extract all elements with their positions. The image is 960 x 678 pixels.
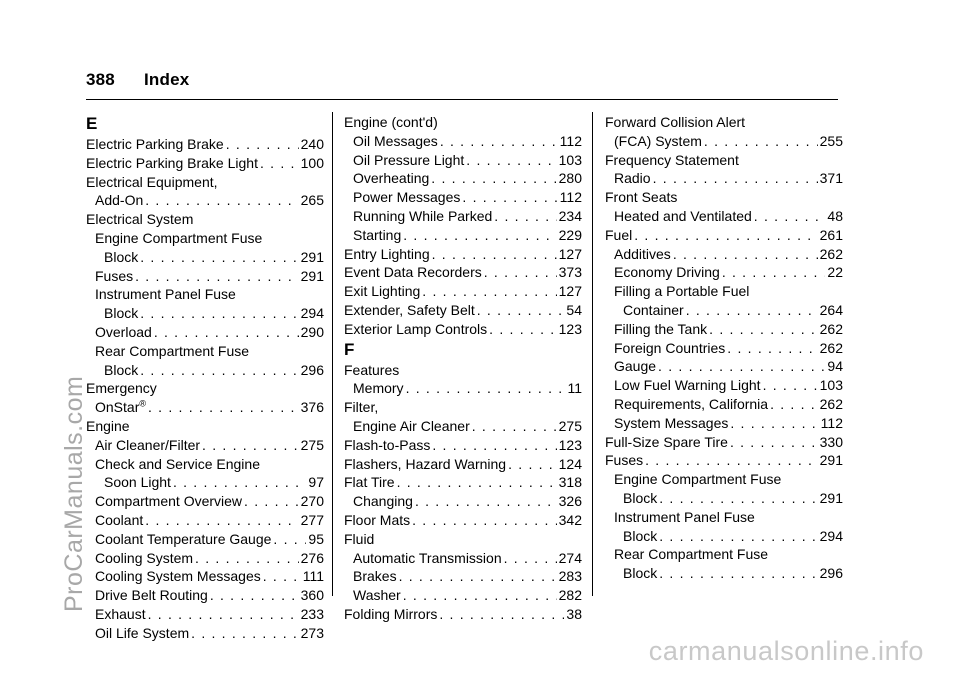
index-entry (86, 417, 324, 436)
index-subentry (344, 586, 582, 605)
dot-leader (770, 395, 818, 414)
dot-leader (727, 339, 817, 358)
entry-text: Fuses (95, 267, 134, 284)
registered-mark: ® (139, 398, 146, 409)
index-subentry (86, 304, 324, 323)
index-subentry (605, 301, 843, 320)
dot-leader (504, 549, 557, 568)
page-reference: 330 (819, 433, 843, 450)
dot-leader (440, 132, 558, 151)
entry-text: System Messages (614, 414, 729, 431)
page-reference: 11 (567, 380, 582, 397)
index-entry (86, 379, 324, 398)
page-reference: 95 (308, 530, 324, 547)
entry-text: Block (623, 565, 658, 582)
page-reference: 103 (819, 377, 843, 394)
page-reference: 240 (300, 136, 324, 152)
dot-leader (508, 455, 557, 474)
entry-text: Exterior Lamp Controls (344, 320, 488, 337)
entry-text: (FCA) System (614, 132, 702, 149)
page-reference: 233 (300, 605, 324, 622)
entry-text: Features (344, 361, 400, 378)
index-subentry (86, 549, 324, 568)
index-entry (86, 135, 324, 154)
page-reference: 124 (558, 455, 582, 472)
entry-text: Drive Belt Routing (95, 587, 208, 604)
entry-text: Cooling System Messages (95, 568, 261, 585)
page-reference: 94 (827, 358, 843, 375)
dot-leader (477, 301, 565, 320)
dot-leader (145, 511, 298, 530)
index-subentry (86, 267, 324, 286)
entry-text: Entry Lighting (344, 245, 430, 262)
page-reference: 127 (558, 283, 582, 300)
page-reference: 342 (558, 511, 582, 528)
page-title: Index (144, 70, 190, 89)
index-subentry (86, 455, 324, 474)
index-subentry (344, 207, 582, 226)
page-reference: 273 (300, 624, 324, 641)
page-reference: 112 (820, 414, 843, 431)
entry-text: Electrical Equipment, (86, 173, 218, 190)
entry-text: Washer (353, 587, 401, 604)
dot-leader (148, 398, 299, 417)
dot-leader (173, 473, 306, 492)
index-entry (605, 151, 843, 170)
page-reference: 274 (558, 549, 582, 566)
page-reference: 261 (819, 226, 843, 243)
page-reference: 22 (827, 264, 843, 281)
index-subentry (86, 605, 324, 624)
index-subentry (605, 545, 843, 564)
entry-text: Block (104, 361, 139, 378)
index-subentry (605, 376, 843, 395)
index-subentry (605, 339, 843, 358)
entry-text: Overload (95, 323, 152, 340)
dot-leader (135, 267, 299, 286)
dot-leader (722, 263, 826, 282)
dot-leader (673, 245, 818, 264)
page-reference: 296 (819, 565, 843, 582)
dot-leader (154, 323, 299, 342)
index-entry (344, 245, 582, 264)
entry-text: Floor Mats (344, 511, 411, 528)
index-entry (344, 113, 582, 132)
page-reference: 255 (819, 132, 843, 149)
index-subentry (605, 169, 843, 188)
index-subentry (86, 530, 324, 549)
index-column-2 (344, 113, 582, 624)
index-entry (86, 173, 324, 192)
index-subentry (605, 132, 843, 151)
dot-leader (754, 207, 826, 226)
dot-leader (462, 188, 557, 207)
dot-leader (399, 567, 557, 586)
entry-text: Instrument Panel Fuse (95, 286, 236, 303)
entry-text: Rear Compartment Fuse (614, 546, 769, 563)
index-subentry (605, 470, 843, 489)
dot-leader (653, 169, 818, 188)
index-subentry (86, 436, 324, 455)
entry-text: Low Fuel Warning Light (614, 377, 761, 394)
entry-text: Soon Light (104, 474, 171, 491)
index-subentry (86, 398, 324, 417)
entry-text: Engine Compartment Fuse (614, 471, 782, 488)
page-reference: 275 (300, 436, 324, 453)
dot-leader (415, 492, 557, 511)
entry-text: Power Messages (353, 189, 461, 206)
dot-leader (191, 624, 299, 643)
index-entry (344, 301, 582, 320)
entry-text: Exit Lighting (344, 283, 421, 300)
entry-text: Fuel (605, 226, 633, 243)
dot-leader (260, 154, 299, 173)
index-subentry (344, 151, 582, 170)
dot-leader (210, 586, 299, 605)
dot-leader (244, 492, 299, 511)
entry-text: Coolant (95, 511, 144, 528)
page-reference: 373 (558, 264, 582, 281)
entry-text: Foreign Countries (614, 339, 726, 356)
page-reference: 48 (827, 207, 843, 224)
entry-text: Electric Parking Brake Light (86, 154, 258, 171)
entry-text: Oil Pressure Light (353, 151, 465, 168)
page-reference: 371 (819, 170, 843, 187)
index-entry (344, 511, 582, 530)
index-subentry (605, 245, 843, 264)
index-subentry (86, 586, 324, 605)
index-subentry (605, 263, 843, 282)
entry-text: Gauge (614, 358, 657, 375)
entry-text: Heated and Ventilated (614, 207, 752, 224)
index-entry (605, 226, 843, 245)
index-subentry (86, 511, 324, 530)
index-subentry (344, 188, 582, 207)
dot-leader (494, 207, 556, 226)
entry-text: Block (104, 305, 139, 322)
entry-text: Radio (614, 170, 651, 187)
page-reference: 294 (300, 305, 324, 322)
page-reference: 276 (300, 549, 324, 566)
index-subentry (86, 361, 324, 380)
page-reference: 291 (300, 248, 324, 265)
dot-leader (145, 191, 298, 210)
index-subentry (344, 567, 582, 586)
page-reference: 318 (558, 474, 582, 491)
page-reference: 54 (566, 301, 582, 318)
entry-text: Starting (353, 226, 402, 243)
index-subentry (86, 248, 324, 267)
dot-leader (659, 527, 817, 546)
page-number: 388 (86, 70, 115, 89)
index-subentry (86, 285, 324, 304)
page-reference: 360 (300, 587, 324, 604)
page-reference: 123 (558, 320, 582, 337)
header-divider (86, 99, 838, 100)
dot-leader (659, 489, 817, 508)
page-reference: 103 (558, 151, 582, 168)
entry-text: Coolant Temperature Gauge (95, 530, 272, 547)
dot-leader (658, 357, 825, 376)
entry-text: OnStar® (95, 398, 146, 416)
entry-text: Front Seats (605, 189, 678, 206)
index-subentry (86, 191, 324, 210)
index-entry (605, 433, 843, 452)
column-divider (332, 112, 333, 596)
dot-leader (432, 436, 556, 455)
page-reference: 123 (558, 436, 582, 453)
dot-leader (472, 417, 557, 436)
dot-leader (195, 549, 299, 568)
entry-text: Emergency (86, 380, 157, 397)
page-reference: 291 (819, 452, 843, 469)
index-subentry (344, 492, 582, 511)
dot-leader (686, 301, 818, 320)
index-subentry (344, 226, 582, 245)
dot-leader (763, 376, 818, 395)
entry-text: Fuses (605, 452, 644, 469)
page-reference: 264 (819, 301, 843, 318)
dot-leader (709, 320, 818, 339)
dot-leader (645, 451, 818, 470)
index-subentry (605, 357, 843, 376)
entry-text: Forward Collision Alert (605, 114, 746, 130)
index-subentry (86, 342, 324, 361)
entry-text: Additives (614, 245, 671, 262)
column-divider (592, 112, 593, 596)
index-entry (344, 361, 582, 380)
entry-text: Add-On (95, 192, 144, 209)
page-reference: 265 (300, 192, 324, 209)
index-subentry (605, 414, 843, 433)
dot-leader (730, 414, 818, 433)
entry-text: Overheating (353, 170, 430, 187)
index-subentry (86, 229, 324, 248)
page-reference: 234 (558, 207, 582, 224)
entry-text: Filling the Tank (614, 320, 708, 337)
entry-text: Electrical System (86, 211, 194, 228)
index-subentry (344, 169, 582, 188)
dot-leader (406, 379, 566, 398)
index-entry (344, 282, 582, 301)
page-reference: 262 (819, 339, 843, 356)
entry-text: Frequency Statement (605, 151, 739, 168)
dot-leader (634, 226, 817, 245)
index-subentry (605, 564, 843, 583)
dot-leader (659, 564, 817, 583)
entry-text: Air Cleaner/Filter (95, 436, 201, 453)
index-subentry (605, 320, 843, 339)
entry-text: Full-Size Spare Tire (605, 433, 728, 450)
dot-leader (439, 605, 564, 624)
page-reference: 112 (559, 189, 582, 206)
dot-leader (489, 320, 556, 339)
entry-text: Block (104, 248, 139, 265)
entry-text: Fluid (344, 530, 375, 547)
page-reference: 277 (300, 511, 324, 528)
entry-text: Flash-to-Pass (344, 436, 431, 453)
dot-leader (140, 248, 298, 267)
index-subentry (86, 492, 324, 511)
entry-text: Oil Life System (95, 624, 190, 641)
page-reference: 262 (819, 395, 843, 412)
entry-text: Flashers, Hazard Warning (344, 455, 507, 472)
dot-leader (202, 436, 299, 455)
page-reference: 100 (300, 154, 324, 171)
dot-leader (140, 361, 298, 380)
page-reference: 283 (558, 568, 582, 585)
page-reference: 112 (559, 132, 582, 149)
dot-leader (412, 511, 557, 530)
index-entry (605, 188, 843, 207)
bottom-watermark: carmanualsonline.info (648, 636, 924, 666)
entry-text: Oil Messages (353, 132, 438, 149)
index-subentry (344, 417, 582, 436)
index-subentry (344, 549, 582, 568)
index-subentry (86, 624, 324, 643)
index-subentry (605, 282, 843, 301)
page-reference: 326 (558, 493, 582, 510)
page-reference: 229 (558, 226, 582, 243)
entry-text: Extender, Safety Belt (344, 301, 475, 318)
page-reference: 38 (566, 605, 582, 622)
entry-text: Automatic Transmission (353, 549, 502, 566)
index-entry (605, 451, 843, 470)
page-reference: 294 (819, 527, 843, 544)
entry-text: Check and Service Engine (95, 455, 260, 472)
entry-text: Container (623, 301, 684, 318)
index-subentry (86, 567, 324, 586)
entry-text: Block (623, 527, 658, 544)
index-subentry (605, 395, 843, 414)
index-column-1 (86, 113, 324, 643)
index-subentry (605, 489, 843, 508)
page-reference: 262 (819, 245, 843, 262)
entry-text: Flat Tire (344, 474, 395, 491)
page-reference: 111 (302, 568, 324, 585)
page-reference: 97 (308, 474, 324, 491)
entry-text: Filter, (344, 399, 379, 416)
dot-leader (397, 473, 557, 492)
dot-leader (484, 263, 557, 282)
dot-leader (432, 245, 557, 264)
index-entry (344, 605, 582, 624)
entry-text: Brakes (353, 568, 397, 585)
dot-leader (431, 169, 556, 188)
dot-leader (730, 433, 818, 452)
entry-text: Cooling System (95, 549, 194, 566)
dot-leader (140, 304, 298, 323)
index-entry (344, 398, 582, 417)
entry-text: Event Data Recorders (344, 264, 482, 281)
dot-leader (263, 567, 301, 586)
page-reference: 290 (300, 323, 324, 340)
index-subentry (605, 207, 843, 226)
entry-text: Compartment Overview (95, 493, 243, 510)
dot-leader (273, 530, 306, 549)
dot-leader (704, 132, 818, 151)
index-subentry (605, 527, 843, 546)
page-reference: 291 (819, 489, 843, 506)
dot-leader (403, 586, 557, 605)
dot-leader (148, 605, 299, 624)
index-subentry (86, 473, 324, 492)
entry-text: Filling a Portable Fuel (614, 283, 750, 300)
entry-text: Requirements, California (614, 395, 769, 412)
page-reference: 291 (300, 267, 324, 284)
entry-text: Changing (353, 493, 413, 510)
entry-text: Engine (cont'd) (344, 114, 438, 130)
index-entry (344, 436, 582, 455)
page-reference: 280 (558, 170, 582, 187)
page-header (86, 70, 189, 96)
index-subentry (344, 132, 582, 151)
index-entry (344, 530, 582, 549)
page-reference: 296 (300, 361, 324, 378)
section-letter: E (86, 114, 98, 133)
page-reference: 275 (558, 417, 582, 434)
page-reference: 270 (300, 493, 324, 510)
index-subentry (344, 379, 582, 398)
entry-text: Instrument Panel Fuse (614, 508, 755, 525)
entry-text: Folding Mirrors (344, 605, 438, 622)
index-entry (605, 113, 843, 132)
entry-text: Engine Compartment Fuse (95, 229, 263, 246)
entry-text: Block (623, 489, 658, 506)
entry-text: Engine Air Cleaner (353, 417, 470, 434)
entry-text: Economy Driving (614, 264, 720, 281)
entry-text: Memory (353, 380, 404, 397)
dot-leader (403, 226, 556, 245)
index-column-3 (605, 113, 843, 583)
entry-text: Running While Parked (353, 207, 493, 224)
index-entry (86, 210, 324, 229)
index-entry (86, 154, 324, 173)
index-entry (344, 455, 582, 474)
side-watermark: ProCarManuals.com (60, 375, 88, 612)
dot-leader (422, 282, 556, 301)
page-reference: 127 (558, 245, 582, 262)
dot-leader (226, 135, 299, 154)
section-letter: F (344, 339, 355, 359)
page-reference: 262 (819, 320, 843, 337)
page-reference: 376 (300, 399, 324, 416)
index-subentry (605, 508, 843, 527)
entry-text: Exhaust (95, 605, 146, 622)
index-subentry (86, 323, 324, 342)
index-entry (344, 473, 582, 492)
index-entry (344, 263, 582, 282)
entry-text: Engine (86, 417, 130, 434)
page-reference: 282 (558, 587, 582, 604)
entry-text: Electric Parking Brake (86, 136, 224, 152)
entry-text: Rear Compartment Fuse (95, 342, 250, 359)
index-entry (344, 320, 582, 339)
dot-leader (466, 151, 556, 170)
